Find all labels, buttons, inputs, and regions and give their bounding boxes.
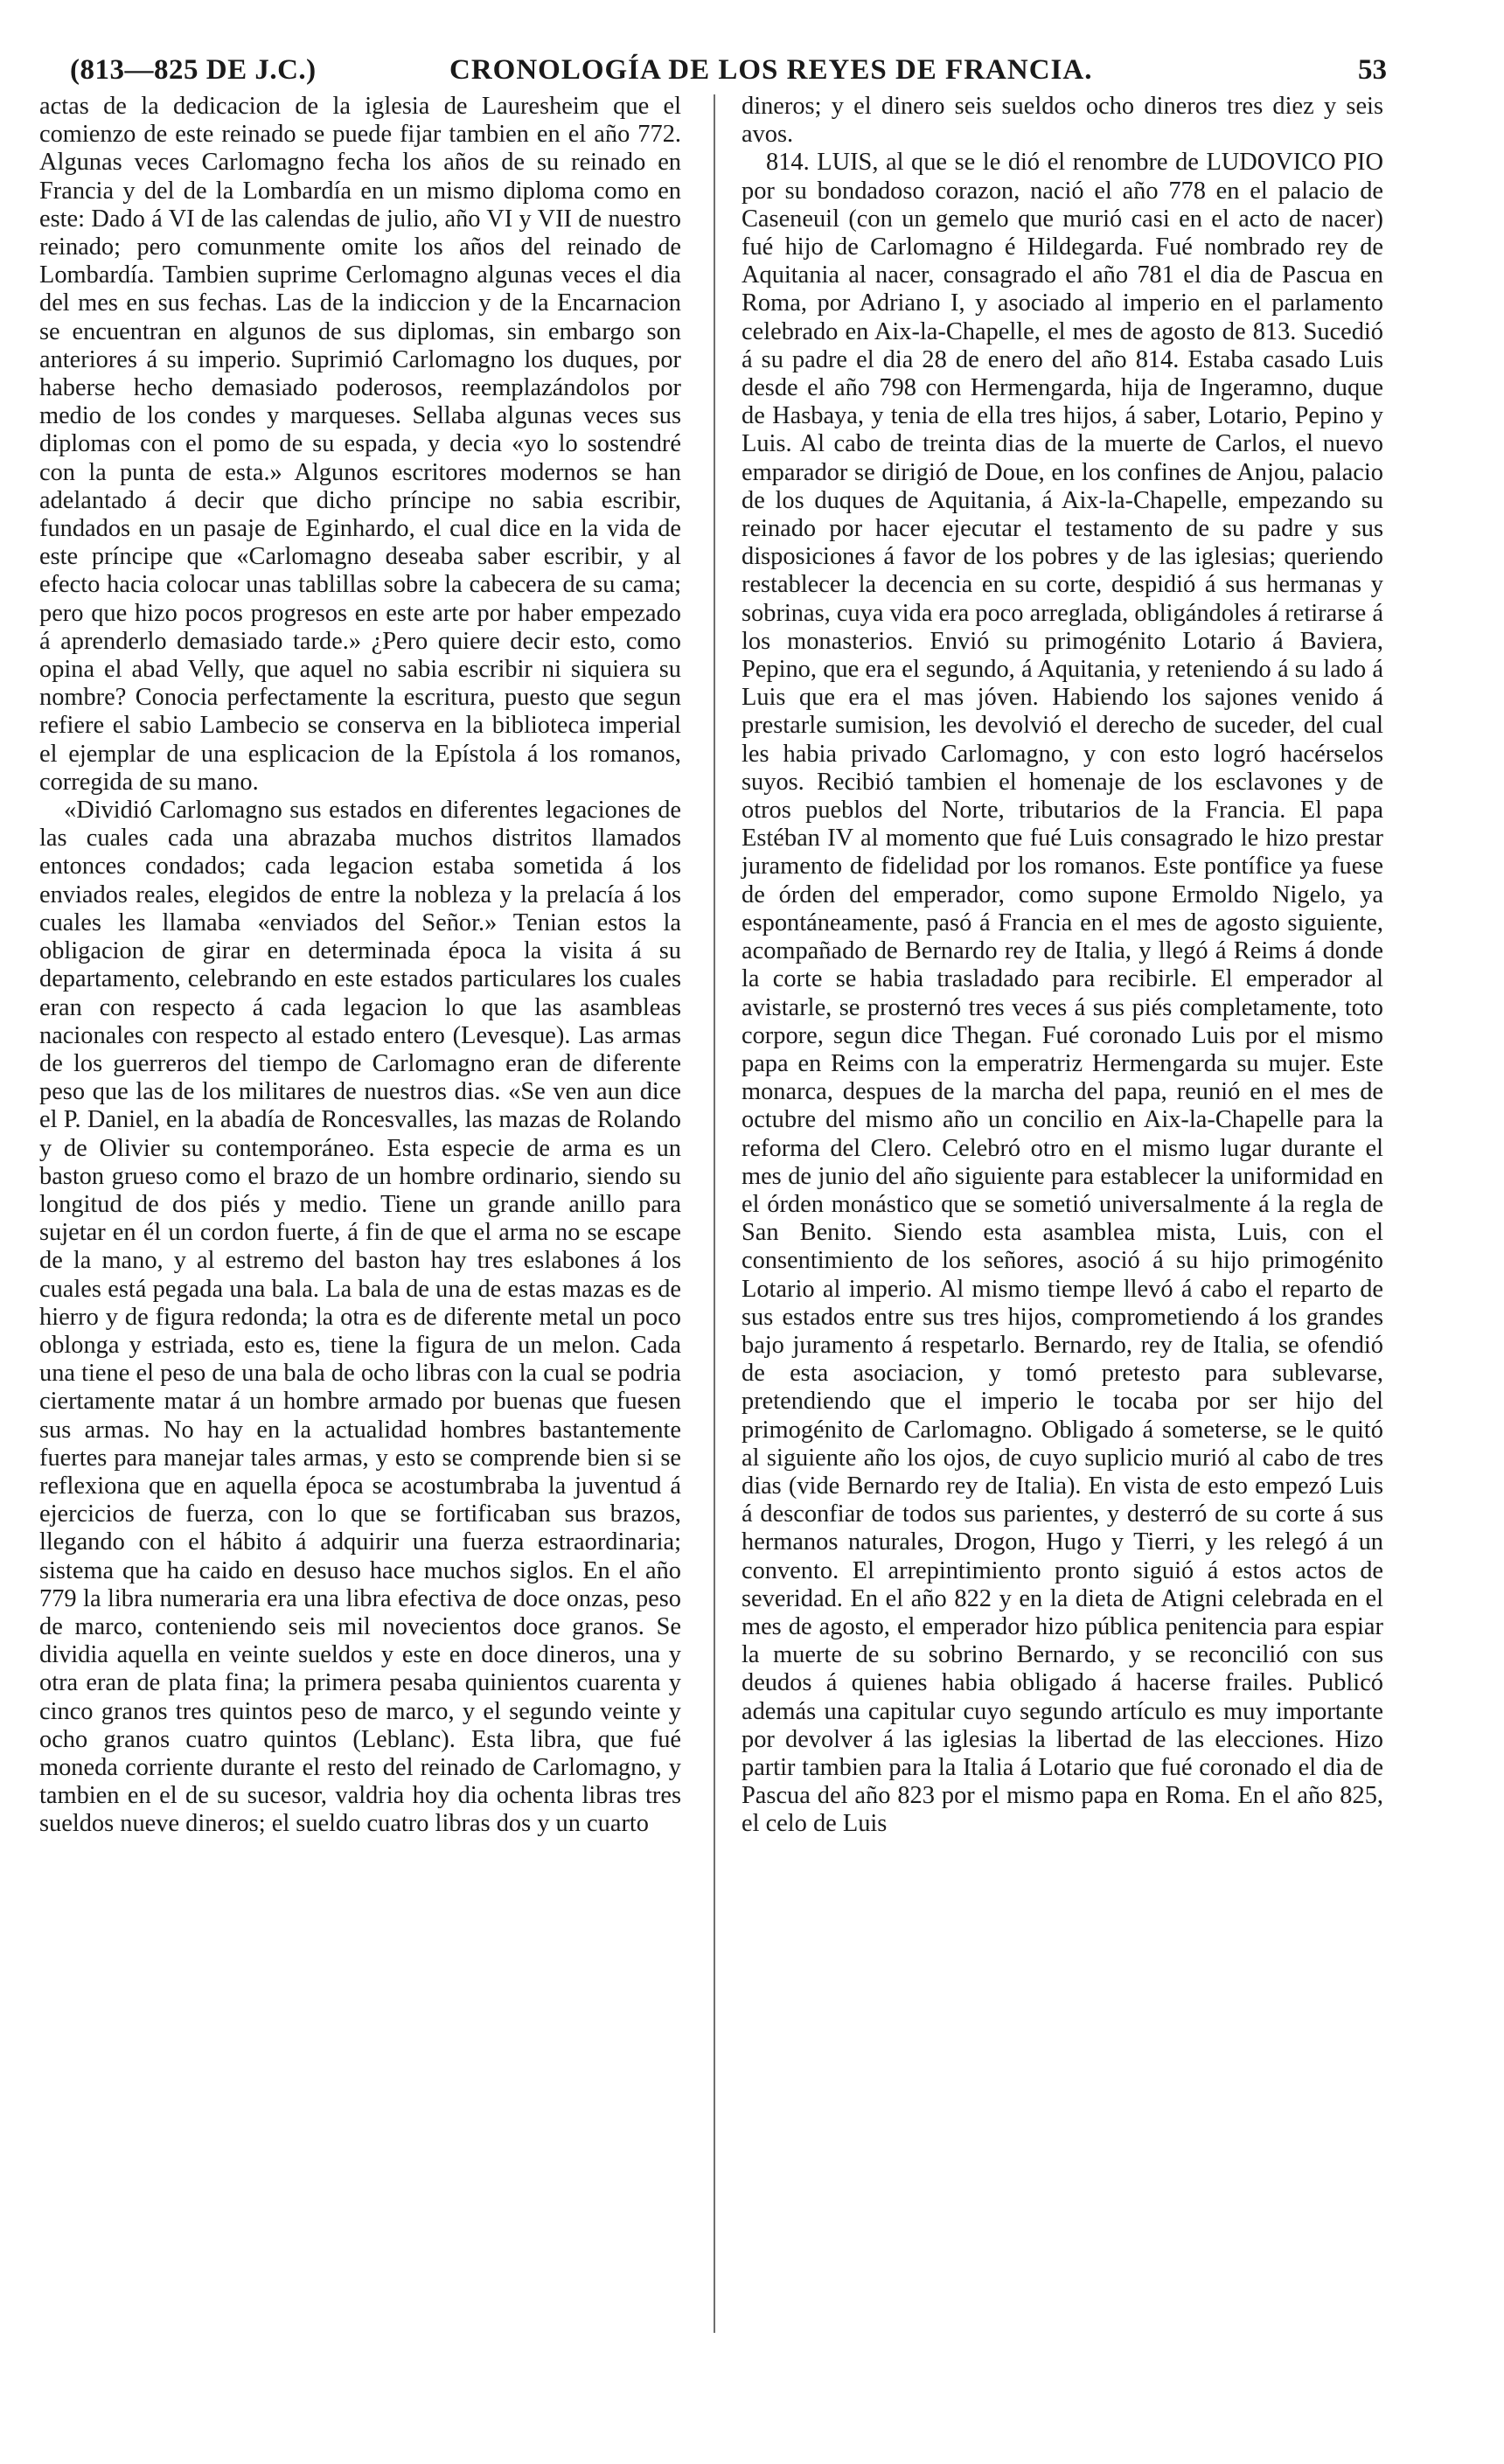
left-column xyxy=(39,93,681,1839)
left-paragraph-2: «Dividió Carlomagno sus estados en diferentes legaciones de las cuales cada una abrazaba muchos distritos llamados entonces condados; cada legacion estaba sometida á los enviados reales, elegidos de entre la nobleza y la prelacía á los cuales les llamaba «enviados del Señor.» Tenian estos la obligacion de girar en determinada época la visita á su departamento, celebrando en este estados particulares los cuales eran con respecto á cada legacion lo que las asambleas nacionales con respecto al estado entero (Levesque). Las armas de los guerreros del tiempo de Carlomagno eran de diferente peso que las de los militares de nuestros dias. «Se ven aun dice el P. Daniel, en la abadía de Roncesvalles, las mazas de Rolando y de Olivier su contemporáneo. Esta especie de arma es un baston grueso como el brazo de un hombre ordinario, siendo su longitud de dos piés y medio. Tiene un grande anillo para sujetar en él un cordon fuerte, á fin de que el arma no se escape de la mano, y al estremo del baston hay tres eslabones á los cuales está pegada una bala. La bala de una de estas mazas es de hierro y de figura redonda; la otra es de diferente metal un poco oblonga y estriada, esto es, tiene la figura de un melon. Cada una tiene el peso de una bala de ocho libras con la cual se podria ciertamente matar á un hombre armado por buenas que fuesen sus armas. No hay en la actualidad hombres bastantemente fuertes para manejar tales armas, y esto se comprende bien si se reflexiona que en aquella época se acostumbraba la juventud á ejercicios de fuerza, con lo que se fortificaban sus brazos, llegando con el hábito á adquirir una fuerza estraordinaria; sistema que ha caido en desuso hace muchos siglos. En el año 779 la libra numeraria era una libra efectiva de doce onzas, peso de marco, conteniendo seis mil novecientos doce granos. Se dividia aquella en veinte sueldos y este en doce dineros, una y otra eran de plata fina; la primera pesaba quinientos cuarenta y cinco granos tres quintos peso de marco, y el segundo veinte y ocho granos cuatro quintos (Leblanc). Esta libra, que fué moneda corriente durante el resto del reinado de Carlomagno, y tambien en el de su sucesor, valdria hoy dia ochenta libras tres sueldos nueve dineros; el sueldo cuatro libras dos y un cuarto xyxy=(39,797,681,1838)
page-number: 53 xyxy=(1358,54,1387,86)
header-date-range: (813—825 DE J.C.) xyxy=(70,54,317,86)
right-paragraph-1: dineros; y el dinero seis sueldos ocho dineros tres diez y seis avos. xyxy=(742,93,1383,149)
header-title: CRONOLOGÍA DE LOS REYES DE FRANCIA. xyxy=(449,54,1093,86)
running-header xyxy=(0,54,1504,91)
left-paragraph-1: actas de la dedicacion de la iglesia de Lauresheim que el comienzo de este reinado se puede fijar tambien en el año 772. Algunas veces Carlomagno fecha los años de su reinado en Francia y del de la Lombardía en un mismo diploma como en este: Dado á VI de las calendas de julio, año VI y VII de nuestro reinado; pero comunmente omite los años del reinado de Lombardía. Tambien suprime Cerlomagno algunas veces el dia del mes en sus fechas. Las de la indiccion y de la Encarnacion se encuentran en algunos de sus diplomas, sin embargo son anteriores á su imperio. Suprimió Carlomagno los duques, por haberse hecho demasiado poderosos, reemplazándolos por medio de los condes y marqueses. Sellaba algunas veces sus diplomas con el pomo de su espada, y decia «yo lo sostendré con la punta de esta.» Algunos escritores modernos se han adelantado á decir que dicho príncipe no sabia escribir, fundados en un pasaje de Eginhardo, el cual dice en la vida de este príncipe que «Carlomagno deseaba saber escribir, y al efecto hacia colocar unas tablillas sobre la cabecera de su cama; pero que hizo pocos progresos en este arte por haber empezado á aprenderlo demasiado tarde.» ¿Pero quiere decir esto, como opina el abad Velly, que aquel no sabia escribir ni siquiera su nombre? Conocia perfectamente la escritura, puesto que segun refiere el sabio Lambecio se conserva en la biblioteca imperial el ejemplar de una esplicacion de la Epístola á los romanos, corregida de su mano. xyxy=(39,93,681,796)
right-column xyxy=(742,93,1383,1839)
column-divider xyxy=(714,94,715,2333)
right-paragraph-2: 814. LUIS, al que se le dió el renombre de LUDOVICO PIO por su bondadoso corazon, nació el año 778 en el palacio de Caseneuil (con un gemelo que murió casi en el acto de nacer) fué hijo de Carlomagno é Hildegarda. Fué nombrado rey de Aquitania al nacer, consagrado el año 781 el dia de Pascua en Roma, por Adriano I, y asociado al imperio en el parlamento celebrado en Aix-la-Chapelle, el mes de agosto de 813. Sucedió á su padre el dia 28 de enero del año 814. Estaba casado Luis desde el año 798 con Hermengarda, hija de Ingeramno, duque de Hasbaya, y tenia de ella tres hijos, á saber, Lotario, Pepino y Luis. Al cabo de treinta dias de la muerte de Carlos, el nuevo emparador se dirigió de Doue, en los confines de Anjou, palacio de los duques de Aquitania, á Aix-la-Chapelle, empezando su reinado por hacer ejecutar el testamento de su padre y sus disposiciones á favor de los pobres y de las iglesias; queriendo restablecer la decencia en su corte, despidió á sus hermanas y sobrinas, cuya vida era poco arreglada, obligándoles á retirarse á los monasterios. Envió su primogénito Lotario á Baviera, Pepino, que era el segundo, á Aquitania, y reteniendo á su lado á Luis que era el mas jóven. Habiendo los sajones venido á prestarle sumision, les devolvió el derecho de suceder, del cual les habia privado Carlomagno, y con esto logró hacérselos suyos. Recibió tambien el homenaje de los esclavones y de otros pueblos del Norte, tributarios de la Francia. El papa Estéban IV al momento que fué Luis consagrado le hizo prestar juramento de fidelidad por los romanos. Este pontífice ya fuese de órden del emperador, como supone Ermoldo Nigelo, ya espontáneamente, pasó á Francia en el mes de agosto siguiente, acompañado de Bernardo rey de Italia, y llegó á Reims á donde la corte se habia trasladado para recibirle. El emperador al avistarle, se prosternó tres veces á sus piés completamente, toto corpore, segun dice Thegan. Fué coronado Luis por el mismo papa en Reims con la emperatriz Hermengarda su mujer. Este monarca, despues de la marcha del papa, reunió en el mes de octubre del mismo año un concilio en Aix-la-Chapelle para la reforma del Clero. Celebró otro en el mismo lugar durante el mes de junio del año siguiente para establecer la uniformidad en el órden monástico que se sometió universalmente á la regla de San Benito. Siendo esta asamblea mista, Luis, con el consentimiento de los señores, asoció á su hijo primogénito Lotario al imperio. Al mismo tiempe llevó á cabo el reparto de sus estados entre sus tres hijos, comprometiendo á los grandes bajo juramento á respetarlo. Bernardo, rey de Italia, se ofendió de esta asociacion, y tomó pretesto para sublevarse, pretendiendo que el imperio le tocaba por ser hijo del primogénito de Carlomagno. Obligado á someterse, se le quitó al siguiente año los ojos, de cuyo suplicio murió al cabo de tres dias (vide Bernardo rey de Italia). En vista de esto empezó Luis á desconfiar de todos sus parientes, y desterró de su corte á sus hermanos naturales, Drogon, Hugo y Tierri, y les relegó á un convento. El arrepintimiento pronto siguió á estos actos de severidad. En el año 822 y en la dieta de Atigni celebrada en el mes de agosto, el emperador hizo pública penitencia para espiar la muerte de su sobrino Bernardo, y se reconcilió con sus deudos á quienes habia obligado á hacerse frailes. Publicó además una capitular cuyo segundo artículo es muy importante por devolver á las iglesias la libertad de las elecciones. Hizo partir tambien para la Italia á Lotario que fué coronado el dia de Pascua del año 823 por el mismo papa en Roma. En el año 825, el celo de Luis xyxy=(742,149,1383,1838)
